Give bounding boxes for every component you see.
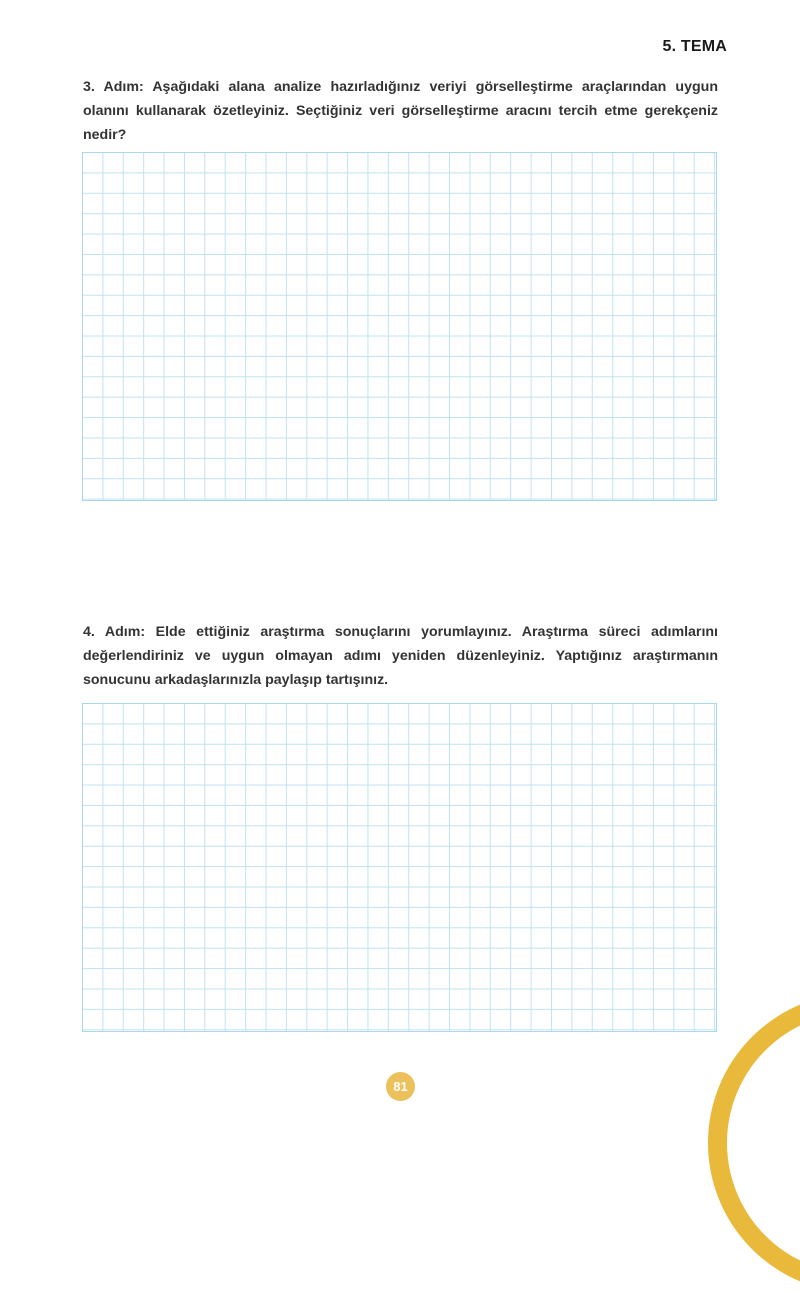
step-3-instruction: 3. Adım: Aşağıdaki alana analize hazırladığınız veriyi görselleştirme araçlarından uygun olanını kullanarak özetleyiniz. Seçtiğiniz veri görselleştirme aracını tercih etme gerekçeniz nedir? <box>83 79 718 143</box>
decorative-arc <box>708 993 800 1293</box>
page-number-badge: 81 <box>386 1072 415 1101</box>
step-4-instruction: 4. Adım: Elde ettiğiniz araştırma sonuçlarını yorumlayınız. Araştırma süreci adımlarını değerlendiriniz ve uygun olmayan adımı yeniden düzenleyiniz. Yaptığınız araştırmanın sonucunu arkadaşlarınızla paylaşıp tartışınız. <box>83 624 718 688</box>
theme-label: 5. TEMA <box>662 38 727 55</box>
step-3-answer-grid[interactable] <box>82 152 717 501</box>
step-4-answer-grid[interactable] <box>82 703 717 1032</box>
